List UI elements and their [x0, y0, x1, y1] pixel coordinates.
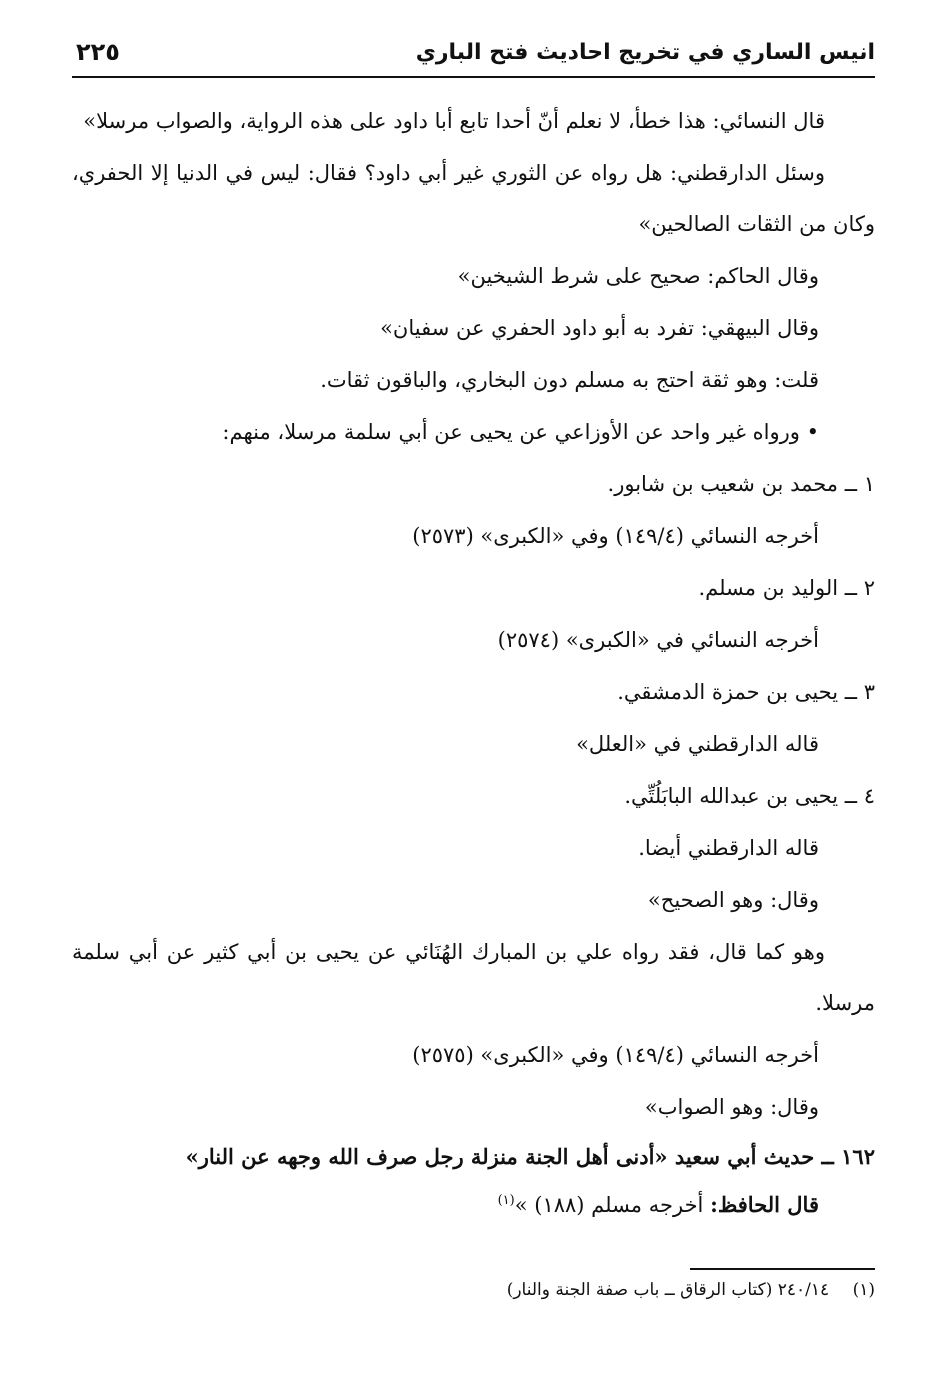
list-item-1-source: أخرجه النسائي (١٤٩/٤) وفي «الكبرى» (٢٥٧٣): [412, 524, 819, 548]
footnote-number: (١): [852, 1280, 875, 1300]
paragraph-qultu: قلت: وهو ثقة احتج به مسلم دون البخاري، والباقون ثقات.: [320, 368, 819, 392]
list-item-2: ٢ ــ الوليد بن مسلم.: [698, 576, 875, 600]
list-item-4-comment: وقال: وهو الصحيح»: [647, 888, 819, 912]
paragraph-mursal-list-intro: • ورواه غير واحد عن الأوزاعي عن يحيى عن أبي سلمة مرسلا، منهم:: [222, 420, 819, 444]
running-header: [72, 34, 875, 78]
footnote-divider: [690, 1268, 875, 1270]
page-number: ٢٢٥: [76, 38, 120, 66]
list-item-3-source: قاله الدارقطني في «العلل»: [576, 732, 819, 756]
footnote-text: ٢٤٠/١٤ (كتاب الرقاق ــ باب صفة الجنة والنار): [506, 1280, 830, 1300]
hafiz-label: قال الحافظ:: [710, 1192, 819, 1217]
paragraph-bayhaqi: وقال البيهقي: تفرد به أبو داود الحفري عن سفيان»: [380, 316, 819, 340]
list-item-4: ٤ ــ يحيى بن عبدالله البابَلُتِّي.: [624, 784, 875, 808]
footnote-reference: (١): [497, 1193, 515, 1208]
main-text: [72, 96, 875, 1226]
list-item-1: ١ ــ محمد بن شعيب بن شابور.: [607, 472, 875, 496]
list-item-4-source: قاله الدارقطني أيضا.: [638, 836, 819, 860]
paragraph-sawab: وقال: وهو الصواب»: [644, 1095, 819, 1119]
book-title: انيس الساري في تخريج احاديث فتح الباري: [415, 40, 875, 65]
paragraph-hakim: وقال الحاكم: صحيح على شرط الشيخين»: [457, 264, 819, 288]
hafiz-text: أخرجه مسلم (١٨٨) »: [514, 1193, 704, 1217]
paragraph-nasai-kubra: أخرجه النسائي (١٤٩/٤) وفي «الكبرى» (٢٥٧٥): [412, 1043, 819, 1067]
hafiz-statement: [72, 1181, 875, 1225]
hadith-heading: ١٦٢ ــ حديث أبي سعيد «أدنى أهل الجنة منزلة رجل صرف الله وجهه عن النار»: [185, 1144, 875, 1169]
list-item-2-source: أخرجه النسائي في «الكبرى» (٢٥٧٤): [497, 628, 819, 652]
list-item-3: ٣ ــ يحيى بن حمزة الدمشقي.: [617, 680, 875, 704]
footnote: [72, 1280, 875, 1300]
paragraph-daraqutni: وسئل الدارقطني: هل رواه عن الثوري غير أبي داود؟ فقال: ليس في الدنيا إلا الحفري، وكان من الثقات الصالحين»: [72, 161, 875, 236]
paragraph-nasai: قال النسائي: هذا خطأ، لا نعلم أنّ أحدا تابع أبا داود على هذه الرواية، والصواب مرسلا»: [83, 109, 825, 133]
paragraph-ali-mubarak: وهو كما قال، فقد رواه علي بن المبارك الهُنَائي عن يحيى بن أبي كثير عن أبي سلمة مرسلا.: [72, 940, 875, 1015]
